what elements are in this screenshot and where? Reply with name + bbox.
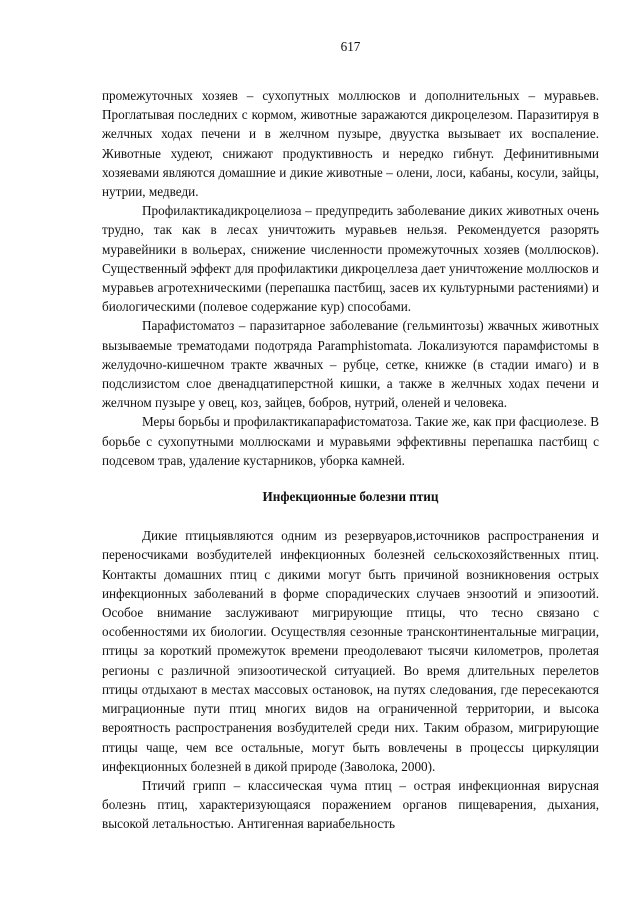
- body-text-section: [102, 526, 599, 833]
- paragraph-paramphistomatosis: Парафистоматоз – паразитарное заболевание (гельминтозы) жвачных животных вызываемые трематодами подотряда Paramphistomata. Локализуются парамфистомы в желудочно-кишечном тракте жвачных – рубце, сетке, книжке (в стадии имаго) и в подслизистом слое двенадцатиперстной кишки, а также в желчных ходах печени и желчном пузыре у овец, коз, зайцев, бобров, нутрий, оленей и человека.: [102, 318, 599, 411]
- paragraph-wild-birds: Дикие птицыявляются одним из резервуаров,источников распространения и переносчиками возбудителей инфекционных болезней сельскохозяйственных птиц. Контакты домашних птиц с дикими могут быть причиной возникновения острых инфекционных заболеваний в форме спорадических случаев энзоотий и эпизоотий. Особое внимание заслуживают мигрирующие птицы, что тесно связано с особенностями их биологии. Осуществляя сезонные трансконтинентальные миграции, птицы за короткий промежуток времени преодолевают тысячи километров, пролетая регионы с различной эпизоотической ситуацией. Во время длительных перелетов птицы отдыхают в местах массовых остановок, на путях следования, где пересекаются миграционные пути птиц многих видов на ограниченной территории, и высока вероятность распространения возбудителей среди них. Таким образом, мигрирующие птицы чаще, чем все остальные, могут быть вовлечены в процессы циркуляции инфекционных болезней в дикой природе (Заволока, 2000).: [102, 528, 599, 774]
- paragraph-paramphistomatosis-control: Меры борьбы и профилактикапарафистоматоза. Такие же, как при фасциолезе. В борьбе с сухопутными моллюсками и муравьями эффективны перепашка пастбищ с подсевом трав, удаление кустарников, уборка камней.: [102, 414, 599, 468]
- paragraph-avian-influenza: Птичий грипп – классическая чума птиц – острая инфекционная вирусная болезнь птиц, характеризующаяся поражением органов пищеварения, дыхания, высокой летальностью. Антигенная вариабельность: [102, 777, 599, 832]
- body-text-top: [102, 86, 599, 470]
- paragraph-dicrocoeliosis-prevention: Профилактикадикроцелиоза – предупредить заболевание диких животных очень трудно, так как в лесах уничтожить муравьев нельзя. Рекомендуется разорять муравейники в вольерах, снижение численности промежуточных хозяев (моллюсков). Существенный эффект для профилактики дикроцеллеза дает уничтожение моллюсков и муравьев агротехническими (перепашка пастбищ, засев их культурными растениями) и биологическими (полевое содержание кур) способами.: [102, 203, 599, 315]
- section-heading: Инфекционные болезни птиц: [262, 489, 439, 505]
- document-page: [102, 38, 599, 834]
- paragraph-dicrocoeliosis-hosts: промежуточных хозяев – сухопутных моллюсков и дополнительных – муравьев. Проглатывая последних с кормом, животные заражаются дикроцелезом. Паразитируя в желчных ходах печени и в желчном пузыре, двуустка вызывает их воспаление. Животные худеют, снижают продуктивность и нередко гибнут. Дефинитивными хозяевами являются домашние и дикие животные – олени, лоси, кабаны, косули, зайцы, нутрии, медведи.: [102, 88, 599, 200]
- page-number: 617: [340, 39, 361, 54]
